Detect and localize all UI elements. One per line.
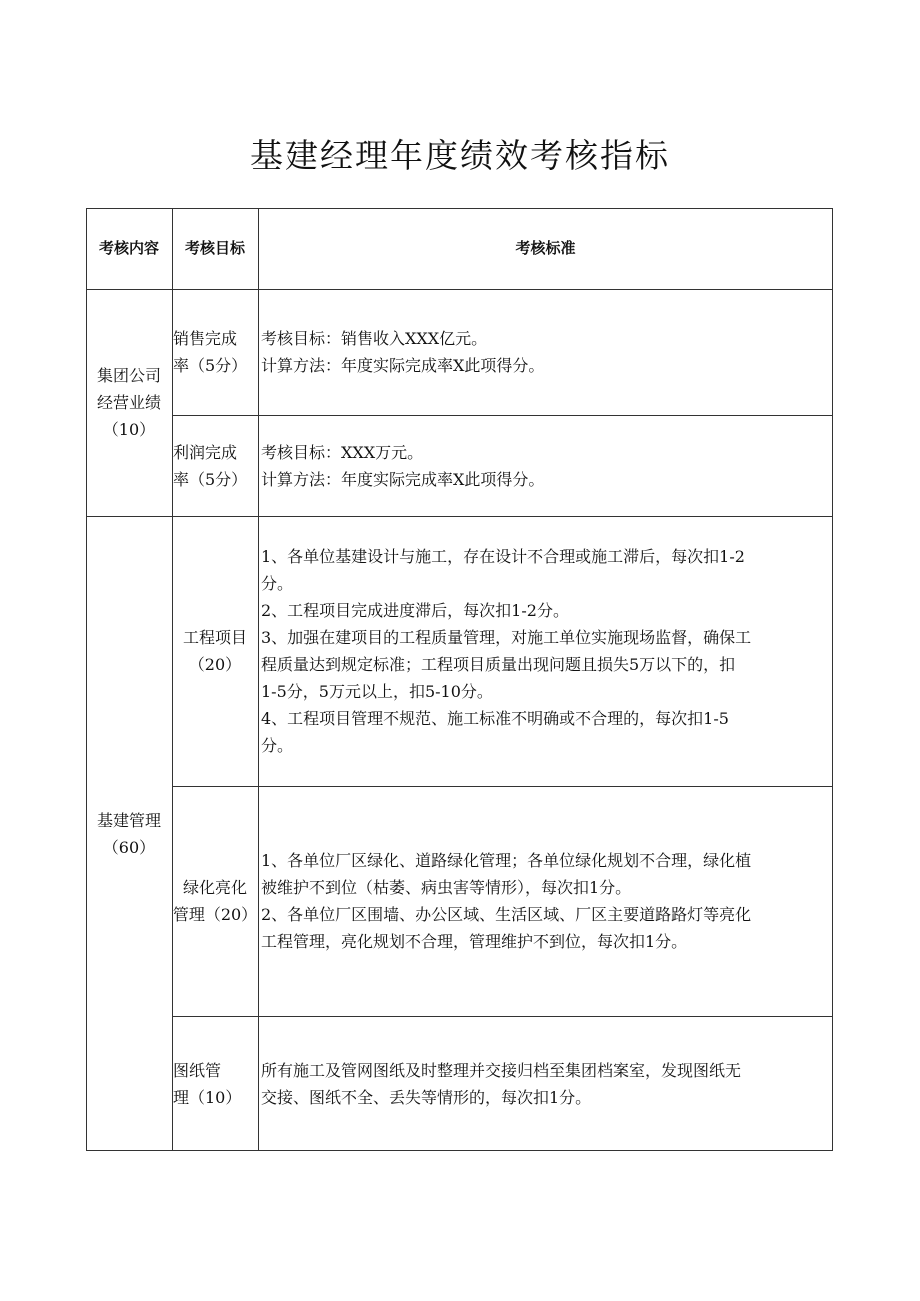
standard-line: 工程管理，亮化规划不合理，管理维护不到位，每次扣1分。 xyxy=(261,932,688,951)
target-line: 工程项目 xyxy=(182,628,247,647)
content-line: 集团公司 xyxy=(96,366,161,385)
standard-line: 程质量达到规定标准；工程项目质量出现问题且损失5万以下的，扣 xyxy=(261,655,736,674)
table-divider-col1 xyxy=(172,208,173,1151)
standard-line: 分。 xyxy=(261,574,294,593)
standard-line: 分。 xyxy=(261,736,294,755)
target-cell-profit-completion xyxy=(172,415,258,516)
standard-cell-profit-completion xyxy=(258,415,833,516)
standard-line: 考核目标：XXX万元。 xyxy=(261,442,424,462)
table-divider-row xyxy=(172,786,833,787)
standard-line: 所有施工及管网图纸及时整理并交接归档至集团档案室，发现图纸无 xyxy=(261,1060,742,1080)
standard-line: 交接、图纸不全、丢失等情形的，每次扣1分。 xyxy=(261,1087,592,1107)
standard-line: 计算方法：年度实际完成率X此项得分。 xyxy=(261,469,545,489)
table-divider-group xyxy=(86,516,833,517)
target-line: （20） xyxy=(188,655,242,674)
standard-cell-greening-lighting xyxy=(258,786,833,1016)
table-divider-row xyxy=(172,415,833,416)
target-cell-sales-completion xyxy=(172,289,258,415)
content-cell-construction-management xyxy=(86,516,172,1151)
standard-cell-engineering-projects xyxy=(258,516,833,786)
target-line: 率（5分） xyxy=(173,469,248,489)
target-cell-drawing-management xyxy=(172,1016,258,1151)
standard-cell-sales-completion xyxy=(258,289,833,415)
table-border-top xyxy=(86,208,833,209)
target-line: 理（10） xyxy=(173,1087,242,1107)
standard-line: 2、工程项目完成进度滞后，每次扣1-2分。 xyxy=(261,601,569,620)
standard-line: 1-5分，5万元以上，扣5-10分。 xyxy=(261,682,493,701)
table-divider-col2 xyxy=(258,208,259,1151)
content-cell-operating-performance xyxy=(86,289,172,516)
target-line: 管理（20） xyxy=(172,905,258,924)
target-line: 图纸管 xyxy=(173,1060,222,1080)
target-cell-engineering-projects xyxy=(172,516,258,786)
header-content: 考核内容 xyxy=(98,239,159,257)
table-divider-row xyxy=(172,1016,833,1017)
table-border-bottom xyxy=(86,1150,833,1151)
standard-line: 1、各单位厂区绿化、道路绿化管理；各单位绿化规划不合理，绿化植 xyxy=(261,851,752,870)
standard-cell-drawing-management xyxy=(258,1016,833,1151)
standard-line: 被维护不到位（枯萎、病虫害等情形），每次扣1分。 xyxy=(261,878,632,897)
content-line: 基建管理 xyxy=(96,810,161,830)
target-line: 绿化亮化 xyxy=(182,878,247,897)
standard-line: 考核目标：销售收入XXX亿元。 xyxy=(261,329,488,348)
standard-line: 3、加强在建项目的工程质量管理，对施工单位实施现场监督，确保工 xyxy=(261,628,752,647)
table-border-right xyxy=(832,208,833,1151)
standard-line: 计算方法：年度实际完成率X此项得分。 xyxy=(261,356,545,375)
target-line: 销售完成 xyxy=(173,329,238,348)
standard-line: 2、各单位厂区围墙、办公区域、生活区域、厂区主要道路路灯等亮化 xyxy=(261,905,752,924)
target-line: 率（5分） xyxy=(173,356,248,375)
standard-line: 1、各单位基建设计与施工，存在设计不合理或施工滞后，每次扣1-2 xyxy=(261,547,745,566)
table-border-left xyxy=(86,208,87,1151)
target-cell-greening-lighting xyxy=(172,786,258,1016)
header-standard: 考核标准 xyxy=(515,239,576,257)
content-line: 经营业绩 xyxy=(96,393,161,412)
kpi-table xyxy=(86,208,833,1151)
page-title: 基建经理年度绩效考核指标 xyxy=(250,136,670,175)
content-line: （10） xyxy=(102,420,156,439)
content-line: （60） xyxy=(102,837,156,857)
target-line: 利润完成 xyxy=(173,442,238,462)
table-divider-header xyxy=(86,289,833,290)
standard-line: 4、工程项目管理不规范、施工标准不明确或不合理的，每次扣1-5 xyxy=(261,709,729,728)
header-target: 考核目标 xyxy=(184,239,245,257)
